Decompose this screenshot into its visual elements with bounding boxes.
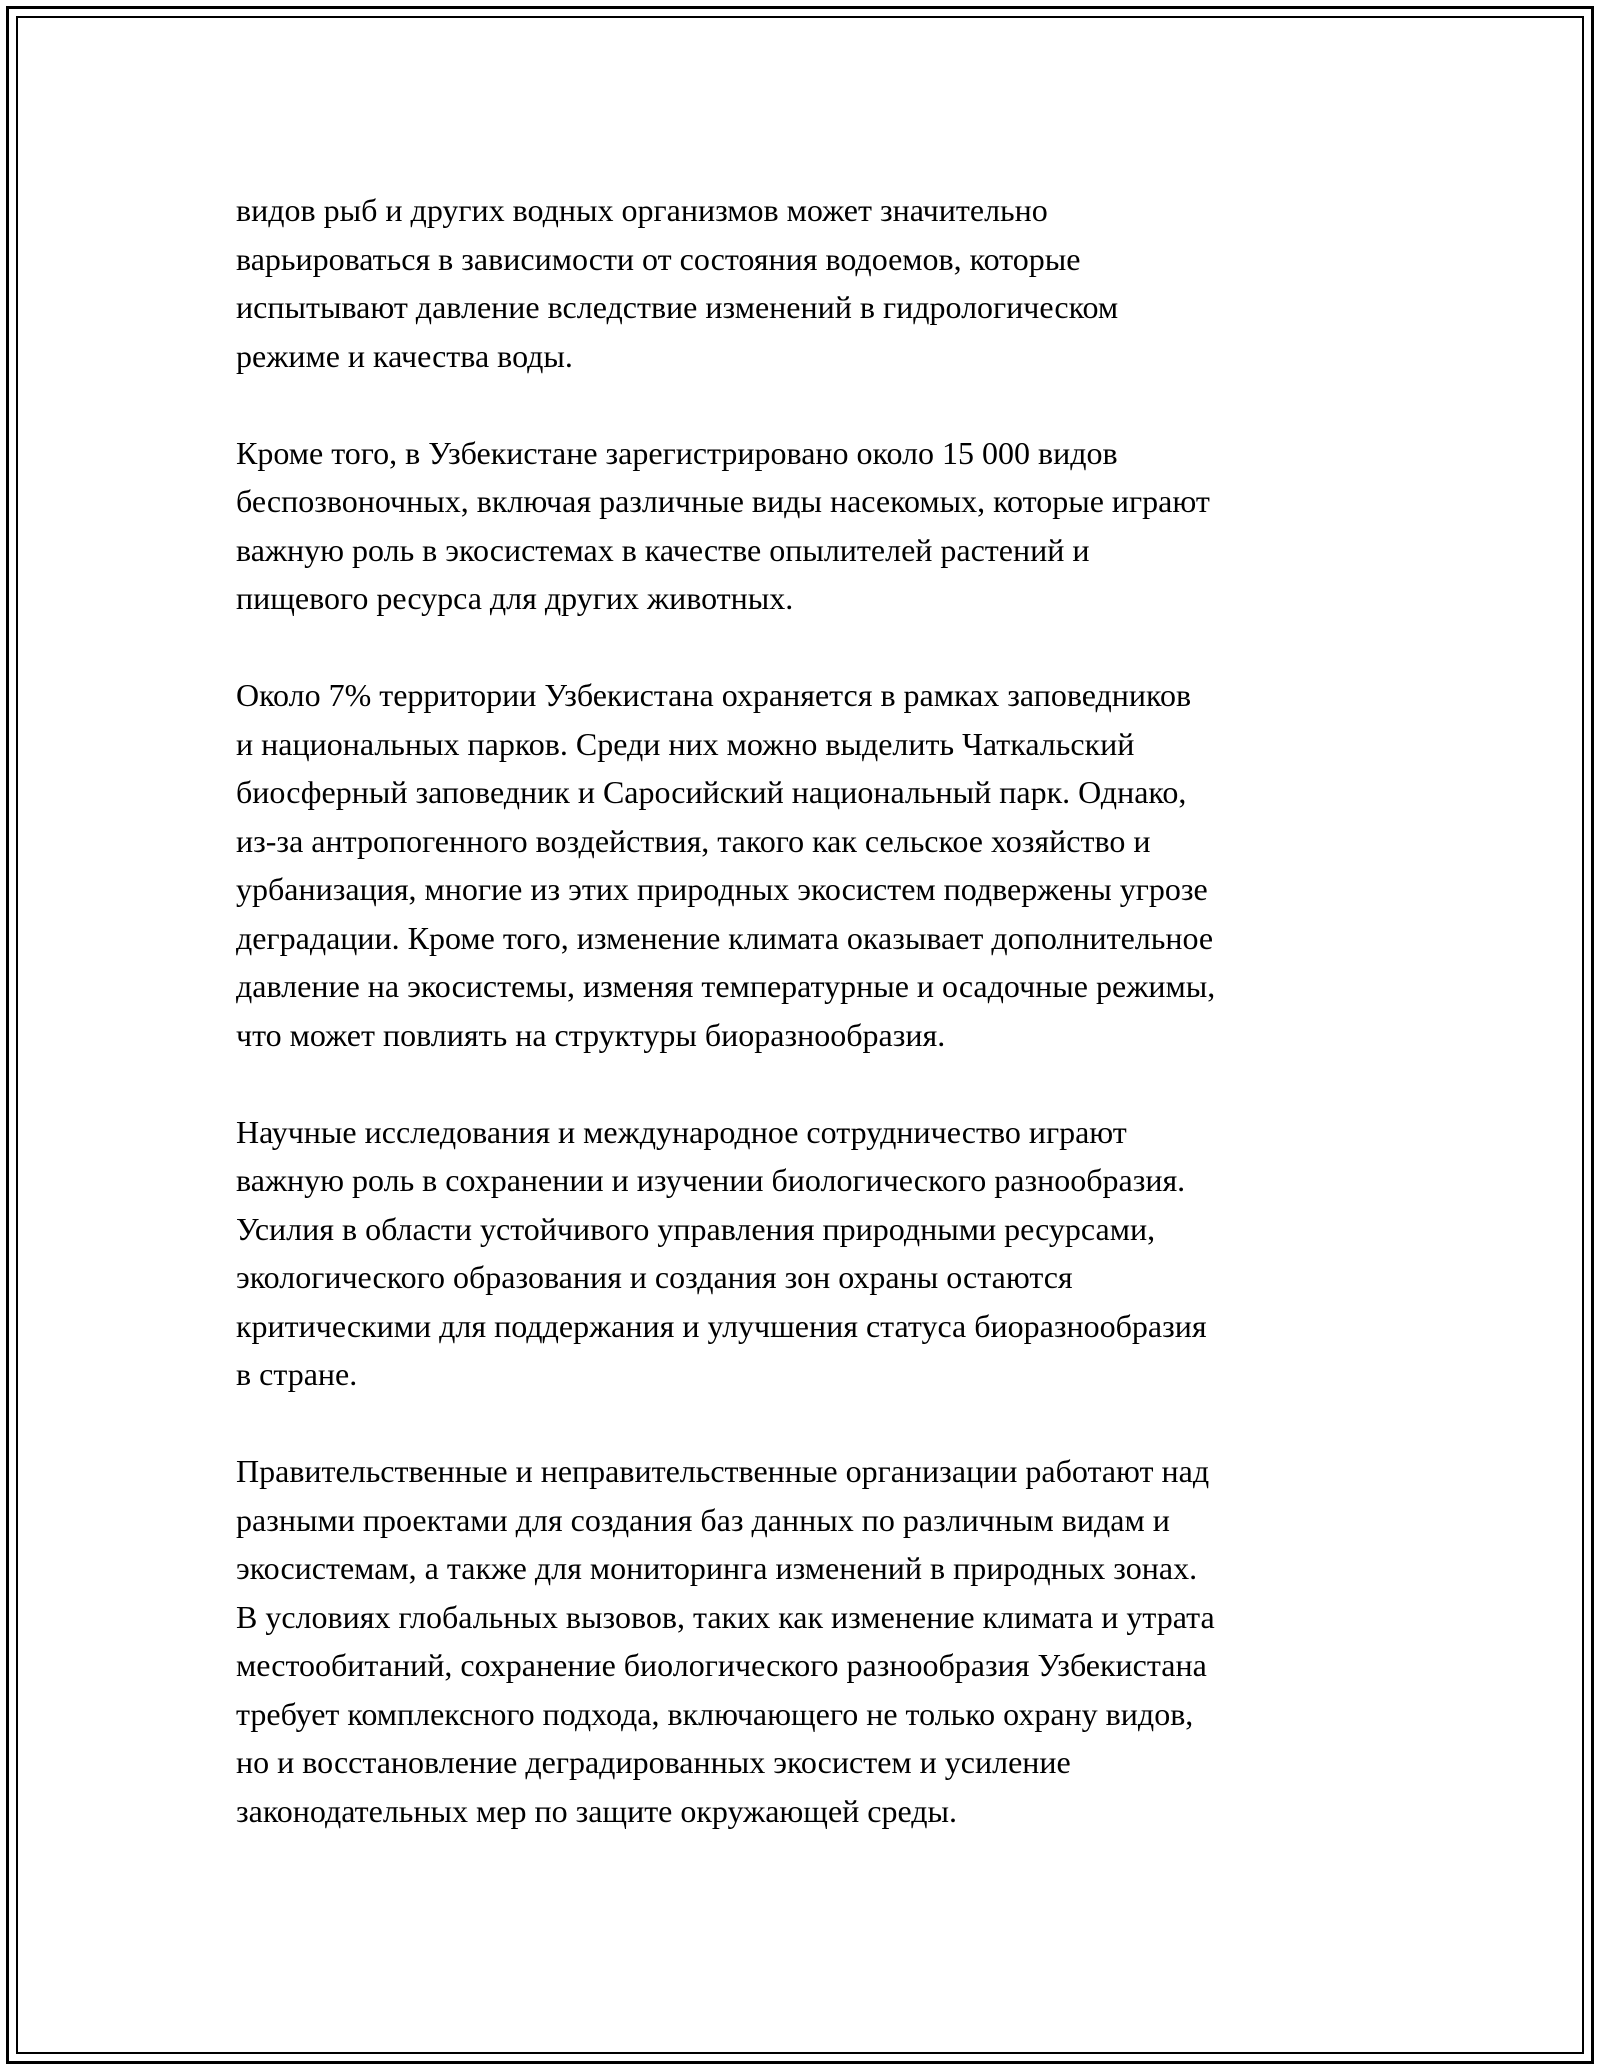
text-line: критическими для поддержания и улучшения статуса биоразнообразия <box>236 1307 1207 1344</box>
text-line: варьироваться в зависимости от состояния водоемов, которые <box>236 240 1081 277</box>
text-line: экологического образования и создания зон охраны остаются <box>236 1259 1073 1295</box>
document-body <box>236 186 1376 1884</box>
text-line: Около 7% территории Узбекистана охраняется в рамках заповедников <box>236 677 1192 713</box>
paragraph <box>236 186 1376 380</box>
text-line: важную роль в сохранении и изучении биологического разнообразия. <box>236 1162 1186 1198</box>
text-line: экосистемам, а также для мониторинга изменений в природных зонах. <box>236 1550 1198 1586</box>
text-line: пищевого ресурса для других животных. <box>236 580 794 616</box>
text-line: Кроме того, в Узбекистане зарегистрировано около 15 000 видов <box>236 434 1118 471</box>
text-line: требует комплексного подхода, включающего не только охрану видов, <box>236 1695 1194 1732</box>
text-line: испытывают давление вследствие изменений в гидрологическом <box>236 289 1119 325</box>
text-line: биосферный заповедник и Саросийский национальный парк. Однако, <box>236 774 1187 810</box>
text-line: разными проектами для создания баз данных по различным видам и <box>236 1501 1170 1538</box>
text-line: Научные исследования и международное сотрудничество играют <box>236 1113 1127 1150</box>
text-line: важную роль в экосистемах в качестве опылителей растений и <box>236 531 1090 568</box>
text-line: видов рыб и других водных организмов может значительно <box>236 192 1048 228</box>
text-line: и национальных парков. Среди них можно выделить Чаткальский <box>236 725 1135 762</box>
text-line: Усилия в области устойчивого управления природными ресурсами, <box>236 1210 1156 1247</box>
text-line: из-за антропогенного воздействия, такого как сельское хозяйство и <box>236 822 1151 859</box>
paragraph <box>236 1108 1376 1399</box>
text-line: давление на экосистемы, изменяя температурные и осадочные режимы, <box>236 968 1216 1004</box>
text-line: в стране. <box>236 1356 358 1392</box>
text-line: что может повлиять на структуры биоразнообразия. <box>236 1016 946 1053</box>
text-line: местообитаний, сохранение биологического разнообразия Узбекистана <box>236 1647 1207 1683</box>
text-line: урбанизация, многие из этих природных экосистем подвержены угрозе <box>236 871 1208 907</box>
text-line: но и восстановление деградированных экосистем и усиление <box>236 1744 1071 1780</box>
text-line: деградации. Кроме того, изменение климата оказывает дополнительное <box>236 919 1214 956</box>
text-line: В условиях глобальных вызовов, таких как изменение климата и утрата <box>236 1598 1215 1635</box>
text-line: режиме и качества воды. <box>236 337 573 374</box>
paragraph <box>236 429 1376 623</box>
paragraph <box>236 1447 1376 1835</box>
text-line: законодательных мер по защите окружающей среды. <box>236 1792 958 1829</box>
text-line: беспозвоночных, включая различные виды насекомых, которые играют <box>236 483 1210 519</box>
paragraph <box>236 671 1376 1059</box>
text-line: Правительственные и неправительственные организации работают над <box>236 1453 1210 1489</box>
